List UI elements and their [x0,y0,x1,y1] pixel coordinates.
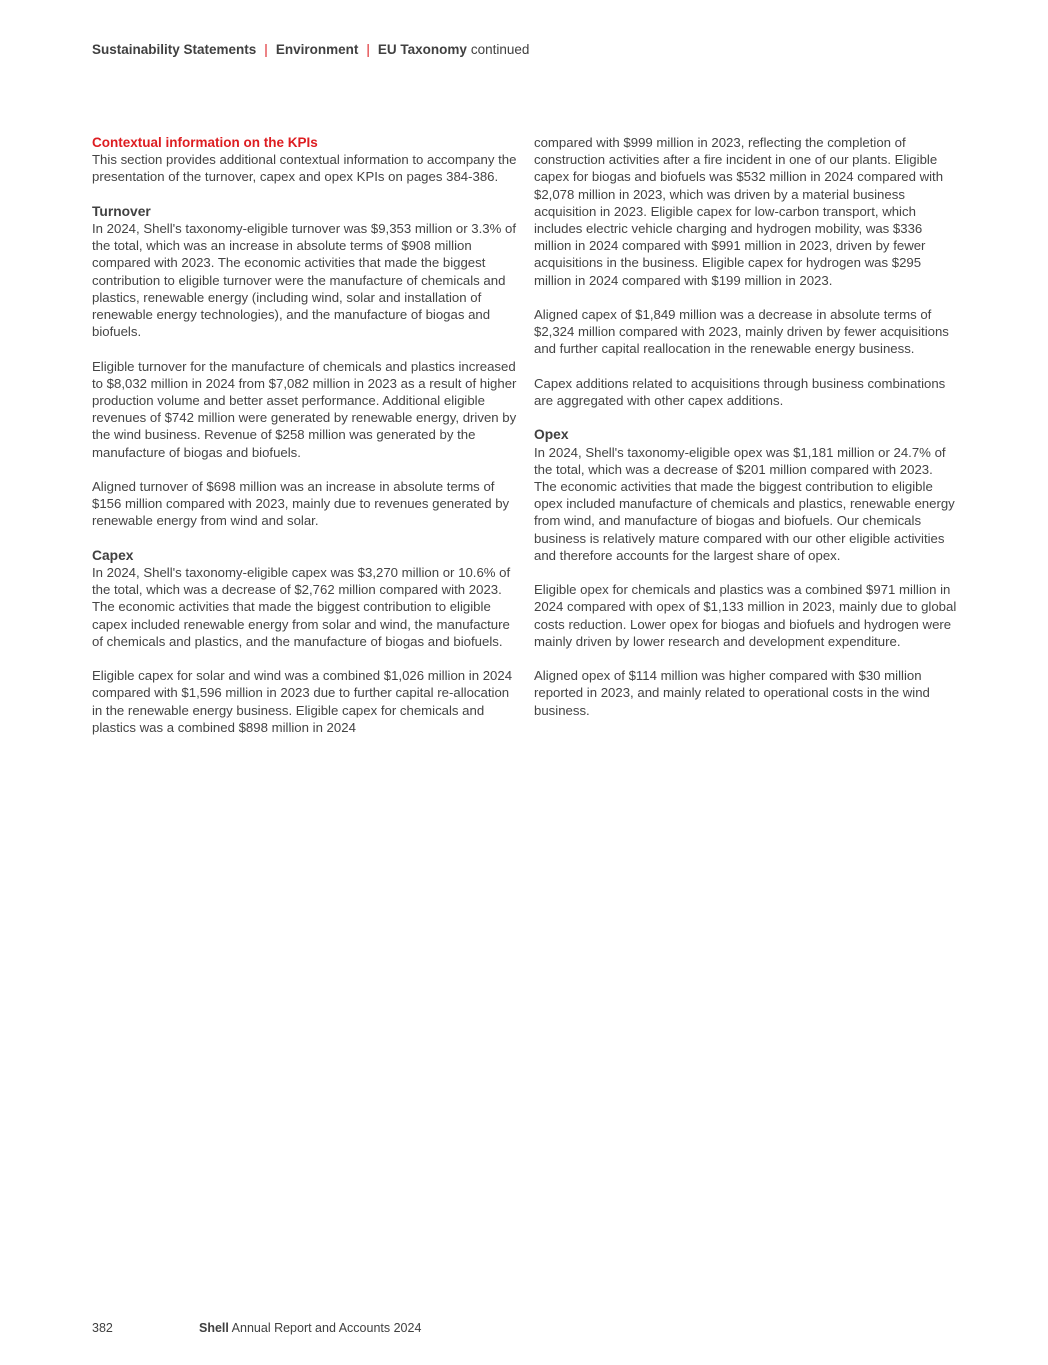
breadcrumb [92,42,529,57]
capex-paragraph-2-continued: compared with $999 million in 2023, reflecting the completion of construction activities after a fire incident in one of our plants. Eligible capex for biogas and biofuels was $532 million in 2024 compared with $2,078 million in 2023, which was driven by a material business acquisition in 2023. Eligible capex for low-carbon transport, which includes electric vehicle charging and hydrogen mobility, was $336 million in 2024 compared with $991 million in 2023, driven by fewer acquisitions in the business. Eligible capex for hydrogen was $295 million in 2024 compared with $199 million in 2023. [534,135,944,288]
breadcrumb-separator: | [366,42,370,57]
section-heading-contextual-information: Contextual information on the KPIs [92,135,318,150]
turnover-paragraph-1: In 2024, Shell's taxonomy-eligible turnover was $9,353 million or 3.3% of the total, which was an increase in absolute terms of $908 million compared with 2023. The economic activities that made the biggest contribution to eligible turnover were the manufacture of chemicals and plastics, renewable energy (including wind, solar and installation of renewable energy technologies), and the manufacture of biogas and biofuels. [92,221,517,340]
breadcrumb-item-eu-taxonomy[interactable]: EU Taxonomy [377,42,467,57]
capex-paragraph-1: In 2024, Shell's taxonomy-eligible capex was $3,270 million or 10.6% of the total, which was a decrease of $2,762 million compared with 2023. The economic activities that made the biggest contribution to eligible capex included renewable energy from solar and wind, the manufacture of chemicals and plastics, and the manufacture of biogas and biofuels. [92,565,511,649]
intro-paragraph: This section provides additional contextual information to accompany the presentation of the turnover, capex and opex KPIs on pages 384-386. [92,152,517,185]
opex-paragraph-2: Eligible opex for chemicals and plastics was a combined $971 million in 2024 compared with opex of $1,133 million in 2023, mainly due to global costs reduction. Lower opex for biogas and biofuels and hydrogen were mainly driven by lower research and development expenditure. [534,582,957,649]
breadcrumb-continued-label: continued [470,42,530,57]
opex-heading: Opex [534,427,569,443]
capex-paragraph-2: Eligible capex for solar and wind was a combined $1,026 million in 2024 compared with $1,596 million in 2023 due to further capital re-allocation in the renewable energy business. Eligible capex for chemicals and plastics was a combined $898 million in 2024 [92,668,513,735]
turnover-paragraph-2: Eligible turnover for the manufacture of chemicals and plastics increased to $8,032 million in 2024 from $7,082 million in 2023 as a result of higher production volume and better asset performance. Additional eligible revenues of $742 million were generated by renewable energy, driven by the wind business. Revenue of $258 million was generated by the manufacture of biogas and biofuels. [92,358,517,460]
opex-paragraph-3: Aligned opex of $114 million was higher compared with $30 million reported in 2023, and mainly related to operational costs in the wind business. [534,668,930,718]
right-column [534,134,958,736]
capex-paragraph-4: Capex additions related to acquisitions through business combinations are aggregated with other capex additions. [534,375,946,409]
breadcrumb-item-sustainability-statements[interactable]: Sustainability Statements [92,42,257,57]
capex-paragraph-3: Aligned capex of $1,849 million was a decrease in absolute terms of $2,324 million compared with 2023, mainly driven by fewer acquisitions and further capital reallocation in the renewable energy business. [534,307,949,357]
left-column [92,134,518,753]
capex-heading: Capex [92,547,134,563]
page-number: 382 [92,1321,113,1335]
footer-brand: Shell [199,1321,229,1335]
breadcrumb-separator: | [264,42,268,57]
footer-report-title: Annual Report and Accounts 2024 [231,1321,422,1335]
page-footer [92,1321,421,1335]
breadcrumb-item-environment[interactable]: Environment [275,42,359,57]
turnover-heading: Turnover [92,203,151,219]
turnover-paragraph-3: Aligned turnover of $698 million was an increase in absolute terms of $156 million compared with 2023, mainly due to revenues generated by renewable energy from wind and solar. [92,479,510,529]
opex-paragraph-1: In 2024, Shell's taxonomy-eligible opex was $1,181 million or 24.7% of the total, which was a decrease of $201 million compared with 2023. The economic activities that made the biggest contribution to eligible opex included manufacture of chemicals and plastics, renewable energy from wind, and manufacture of biogas and biofuels. Our chemicals business is relatively mature compared with our other eligible activities and therefore accounts for the largest share of opex. [534,444,955,563]
